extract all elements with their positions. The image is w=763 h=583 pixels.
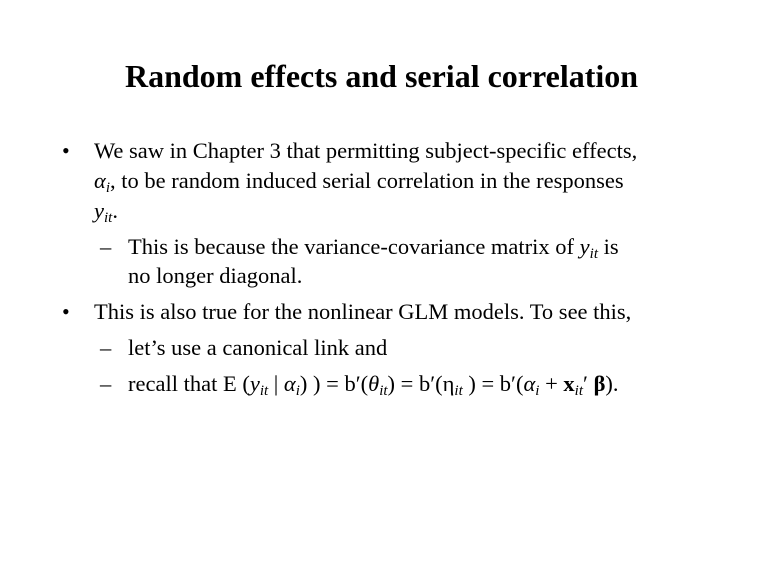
bullet-1-line-2 — [94, 167, 624, 194]
theta-symbol: θ — [368, 371, 380, 396]
formula-text-6: + — [539, 371, 564, 396]
formula-text-3: ) ) = b′( — [299, 371, 369, 396]
bullet-2-line-1: This is also true for the nonlinear GLM models. To see this, — [94, 299, 632, 324]
alpha-subscript: i — [295, 383, 300, 399]
formula-text-7: ′ — [583, 371, 594, 396]
bullet-1-line-3 — [94, 197, 118, 224]
bullet-1-marker: • — [62, 138, 70, 163]
y-symbol: y — [94, 198, 104, 223]
y-symbol: y — [249, 371, 260, 396]
sub-bullet-1-text-end: is — [598, 234, 619, 259]
y-subscript: it — [589, 246, 599, 262]
bullet-1-line-1: We saw in Chapter 3 that permitting subject-specific effects, — [94, 138, 638, 163]
formula-text-4: ) = b′(η — [387, 371, 455, 396]
sub-bullet-3-marker: – — [100, 371, 112, 396]
formula-text-8: ). — [605, 371, 619, 396]
sub-bullet-1-line-2: no longer diagonal. — [128, 263, 303, 288]
formula-text-5: ) = b′( — [462, 371, 524, 396]
x-subscript: it — [574, 383, 584, 399]
sub-bullet-1-text: This is because the variance-covariance matrix of — [128, 234, 580, 259]
beta-symbol: β — [593, 371, 606, 396]
slide-title: Random effects and serial correlation — [124, 58, 639, 94]
sub-bullet-3-line — [128, 370, 619, 397]
sub-bullet-1-marker: – — [100, 234, 112, 259]
bullet-1-line-3-text: . — [112, 198, 118, 223]
alpha-subscript: i — [105, 180, 110, 196]
theta-subscript: it — [379, 383, 388, 399]
formula-text-1: recall that E ( — [128, 371, 250, 396]
bullet-2-marker: • — [62, 299, 70, 324]
x-vector-symbol: x — [563, 371, 575, 396]
formula-text-2: | — [268, 371, 284, 396]
sub-bullet-2-marker: – — [100, 335, 112, 360]
alpha-symbol: α — [523, 371, 536, 396]
eta-subscript: it — [454, 383, 463, 399]
sub-bullet-1-line-1 — [128, 233, 619, 260]
y-symbol: y — [579, 234, 590, 259]
alpha-subscript: i — [535, 383, 540, 399]
bullet-1-line-2-text: , to be random induced serial correlation in the responses — [109, 168, 624, 193]
y-subscript: it — [104, 210, 113, 226]
alpha-symbol: α — [283, 371, 296, 396]
alpha-symbol: α — [94, 168, 106, 193]
sub-bullet-2-line: let’s use a canonical link and — [128, 335, 388, 360]
y-subscript: it — [259, 383, 269, 399]
